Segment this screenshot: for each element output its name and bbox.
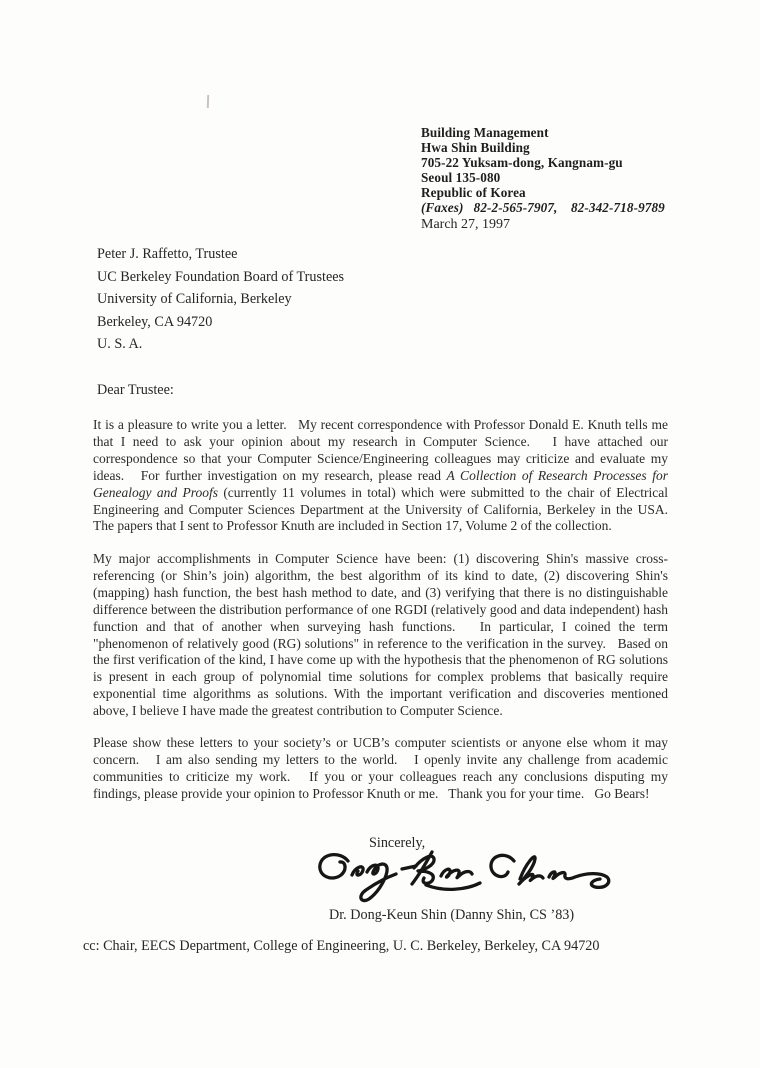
salutation: Dear Trustee: xyxy=(97,382,174,398)
collection-title-italic: A Collection of Research Processes for Genealogy and Proofs xyxy=(93,467,672,500)
letterhead-line: Building Management xyxy=(421,125,549,140)
recipient-line: U. S. A. xyxy=(97,336,143,353)
fax-numbers-line: (Faxes) 82-2-565-7907, 82-342-718-9789 xyxy=(421,199,665,215)
body-paragraph-3: Please show these letters to your society’s or UCB’s computer scientists or anyone else whom it may concern. I am also sending my letters to the world. I openly invite any challenge from academic communities to criticize my work. If you or your colleagues reach any conclusions disputing my findings, please provide your opinion to Professor Knuth or me. Thank you for your time. Go Bears! xyxy=(93,735,672,801)
recipient-line: UC Berkeley Foundation Board of Trustees xyxy=(97,268,345,285)
closing-salutation: Sincerely, xyxy=(369,835,426,851)
recipient-line: Berkeley, CA 94720 xyxy=(97,313,213,330)
date-line: March 27, 1997 xyxy=(421,217,511,232)
scan-artifact-mark xyxy=(207,95,209,108)
letterhead-line: Seoul 135-080 xyxy=(421,169,501,185)
letterhead-line: Hwa Shin Building xyxy=(421,139,530,155)
letterhead-line: 705-22 Yuksam-dong, Kangnam-gu xyxy=(421,154,623,170)
recipient-line: Peter J. Raffetto, Trustee xyxy=(97,246,238,262)
body-paragraph-2: My major accomplishments in Computer Science have been: (1) discovering Shin's massive cross-referencing (or Shin’s join) algorithm, the best algorithm of its kind to date, (2) discovering Shin's (mapping) hash function, the best hash method to date, and (3) verifying that there is no distinguishable difference between the distribution performance of one RGDI (relatively good and data independent) hash function and that of another when surveying hash functions. In particular, I coined the term "phenomenon of relatively good (RG) solutions" in reference to the verification in the survey. Based on the first verification of the kind, I have come up with the hypothesis that the phenomenon of RG solutions is present in each group of polynomial time solutions for complex problems that basically require exponential time algorithms as solutions. With the important verification and discoveries mentioned above, I believe I have made the greatest contribution to Computer Science. xyxy=(93,551,672,719)
cc-line: cc: Chair, EECS Department, College of Engineering, U. C. Berkeley, Berkeley, CA 94720 xyxy=(83,938,600,954)
recipient-line: University of California, Berkeley xyxy=(97,291,292,308)
paragraph-text: (currently 11 volumes in total) which were submitted to the chair of Electrical Engineering and Computer Sciences Department at the University of California, Berkeley in the USA. The papers that I sent to Professor Knuth are included in Section 17, Volume 2 of the collection. xyxy=(93,484,675,534)
body-paragraph-1 xyxy=(93,417,675,535)
letterhead-line: Republic of Korea xyxy=(421,184,526,200)
letterhead xyxy=(421,126,665,215)
paragraph-text: It is a pleasure to write you a letter. My recent correspondence with Professor Donald E. Knuth tells me that I need to ask your opinion about my research in Computer Science. I have attached our correspondence so that your Computer Science/Engineering colleagues may criticize and evaluate my ideas. For further investigation on my research, please read xyxy=(93,417,672,483)
recipient-address xyxy=(97,243,344,356)
handwritten-signature-icon xyxy=(313,849,615,907)
signer-name-line: Dr. Dong-Keun Shin (Danny Shin, CS ’83) xyxy=(329,907,575,923)
